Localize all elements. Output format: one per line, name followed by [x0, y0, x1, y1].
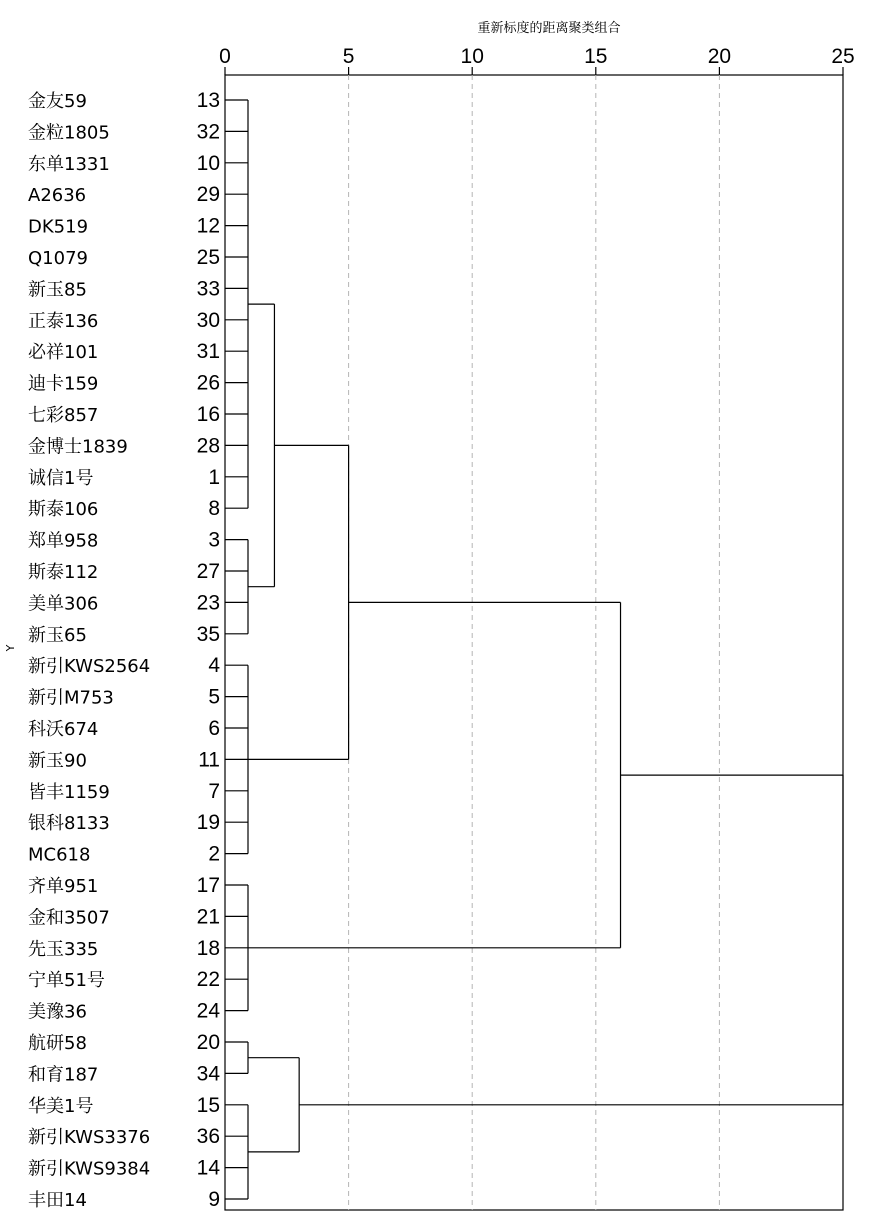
leaf-name: 迪卡159 — [28, 373, 99, 395]
leaf-id: 7 — [208, 779, 220, 803]
x-tick-label-25: 25 — [831, 45, 855, 68]
leaf-name: 和育187 — [28, 1064, 99, 1086]
leaf-name: 美单306 — [28, 593, 99, 615]
leaf-name: 新玉65 — [28, 624, 87, 646]
x-tick-label-15: 15 — [584, 45, 608, 68]
leaf-name: 航研58 — [28, 1033, 87, 1054]
leaf-id: 22 — [196, 968, 220, 992]
leaf-name: 丰田14 — [28, 1190, 87, 1211]
leaf-name: 郑单958 — [28, 530, 99, 552]
leaf-name: 诚信1号 — [28, 467, 94, 489]
leaf-name: 新玉85 — [28, 279, 87, 301]
leaf-id: 11 — [198, 748, 220, 772]
leaf-name: 新引KWS2564 — [28, 656, 151, 678]
leaf-id: 20 — [196, 1031, 220, 1054]
leaf-name: 金粒1805 — [28, 122, 110, 144]
leaf-id: 8 — [208, 497, 220, 521]
leaf-id: 33 — [196, 277, 220, 301]
leaf-name: 金和3507 — [28, 907, 110, 929]
leaf-id: 1 — [208, 465, 220, 489]
leaf-name: 斯泰112 — [28, 562, 99, 583]
leaf-id: 9 — [208, 1188, 220, 1211]
leaf-id: 16 — [196, 403, 220, 426]
leaf-name: 银科8133 — [28, 813, 110, 835]
x-tick-label-20: 20 — [707, 45, 732, 68]
leaf-id: 31 — [196, 340, 220, 364]
leaf-id: 4 — [208, 654, 220, 678]
leaf-name: 七彩857 — [28, 405, 99, 426]
x-tick-label-10: 10 — [460, 45, 484, 68]
leaf-name: 新引KWS3376 — [28, 1127, 151, 1149]
leaf-id: 36 — [196, 1125, 220, 1149]
leaf-id: 13 — [196, 89, 220, 112]
leaf-name: 金博士1839 — [28, 436, 128, 458]
leaf-name: 宁单51号 — [28, 970, 105, 992]
leaf-id: 25 — [196, 246, 220, 269]
leaf-name: 新引KWS9384 — [28, 1158, 151, 1180]
leaf-name: 必祥101 — [28, 342, 99, 364]
leaf-name: 华美1号 — [28, 1095, 94, 1117]
leaf-name: 皆丰1159 — [28, 781, 110, 803]
leaf-id: 2 — [208, 842, 220, 866]
leaf-id: 21 — [196, 905, 220, 929]
leaf-id: 15 — [196, 1093, 220, 1117]
leaf-id: 28 — [196, 434, 220, 458]
leaf-id: 35 — [196, 622, 220, 646]
leaf-id: 30 — [196, 308, 220, 332]
leaf-name: 美豫36 — [28, 1001, 87, 1023]
leaf-id: 26 — [196, 371, 220, 395]
leaf-id: 12 — [196, 214, 220, 238]
leaf-name: 先玉335 — [28, 938, 99, 960]
x-tick-label-0: 0 — [219, 45, 231, 68]
leaf-id: 3 — [208, 528, 220, 552]
leaf-id: 10 — [196, 151, 220, 175]
leaf-id: 18 — [196, 936, 220, 960]
leaf-name: DK519 — [28, 216, 89, 238]
x-tick-label-5: 5 — [342, 45, 355, 68]
leaf-id: 6 — [208, 717, 220, 740]
leaf-id: 17 — [196, 874, 220, 897]
leaf-name: 金友59 — [28, 91, 87, 112]
leaf-name: MC618 — [28, 844, 91, 866]
leaf-id: 5 — [208, 685, 220, 709]
leaf-name: 斯泰106 — [28, 499, 99, 521]
leaf-id: 23 — [196, 591, 220, 615]
leaf-name: 新引M753 — [28, 687, 114, 709]
leaf-name: Q1079 — [28, 248, 88, 269]
leaf-id: 19 — [196, 811, 220, 835]
leaf-id: 34 — [196, 1062, 220, 1086]
leaf-id: 27 — [196, 560, 220, 583]
leaf-id: 24 — [196, 999, 220, 1023]
y-axis-label: Y — [4, 644, 17, 652]
leaf-name: A2636 — [28, 185, 87, 207]
chart-title: 重新标度的距离聚类组合 — [477, 21, 621, 36]
leaf-name: 正泰136 — [28, 310, 99, 332]
leaf-name: 齐单951 — [28, 876, 99, 897]
plot-frame — [225, 75, 843, 1210]
leaf-name: 新玉90 — [28, 750, 87, 772]
leaf-id: 29 — [196, 183, 220, 207]
leaf-id: 32 — [196, 120, 220, 144]
leaf-name: 东单1331 — [28, 153, 110, 175]
leaf-name: 科沃674 — [28, 719, 99, 740]
leaf-id: 14 — [196, 1156, 220, 1180]
